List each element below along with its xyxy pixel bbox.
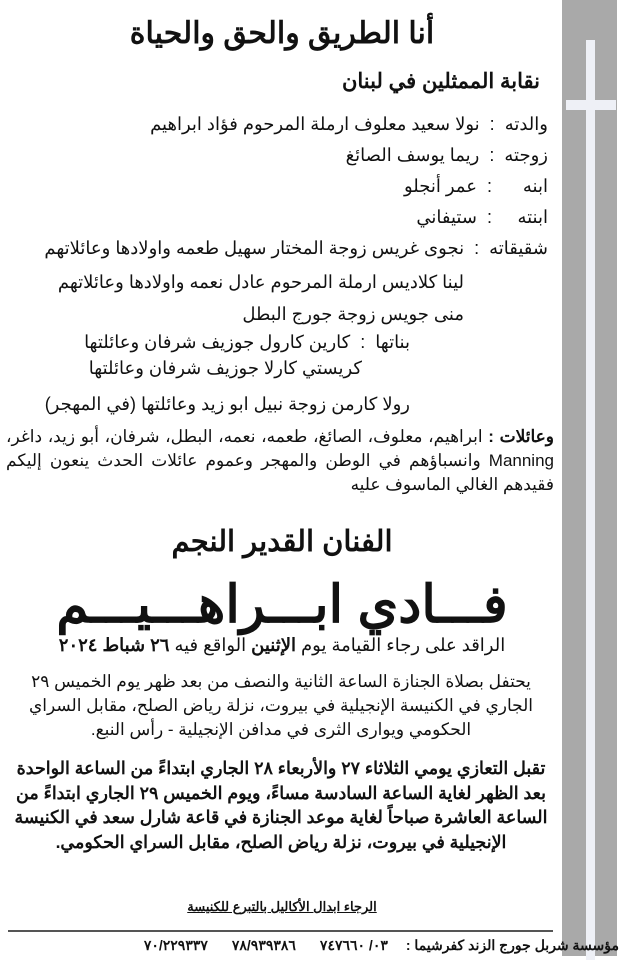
relative-line [150,112,548,136]
phone-number: ٧٠/٢٢٩٣٣٧ [143,937,208,953]
relative-value: لينا كلاديس ارملة المرحوم عادل نعمه واولادها وعائلاتهم [57,272,464,292]
relative-label: زوجته [504,145,548,165]
families-label: وعائلات : [488,427,555,446]
organization-name: نقابة الممثلين في لبنان [341,70,540,93]
relative-value: ستيفاني [416,207,477,227]
relative-line [89,356,362,380]
relative-value: ريما يوسف الصائغ [345,145,480,165]
relative-line [44,236,548,260]
verse-title: أنا الطريق والحق والحياة [129,17,435,50]
funeral-home-name: مؤسسة شربل جورج الزند كفرشيما : [405,937,619,953]
reposed-date: ٢٦ شباط ٢٠٢٤ [58,635,170,655]
phone-number: ٧٨/٩٣٩٣٨٦ [231,937,296,953]
relative-value: عمر أنجلو [403,176,477,196]
separator: : [481,176,497,196]
deceased-name: فـــادي ابـــراهـــيـــم [56,576,508,634]
relative-label: والدته [504,114,548,134]
relative-line [58,270,464,294]
relative-label: ابنته [517,207,548,227]
relative-value: نولا سعيد معلوف ارملة المرحوم فؤاد ابراهيم [150,114,480,134]
cross-icon-arm [566,100,616,110]
relative-value: كارين كارول جوزيف شرفان وعائلتها [84,332,351,352]
separator: : [355,332,371,352]
funeral-details: يحتفل بصلاة الجنازة الساعة الثانية والنصف من بعد ظهر يوم الخميس ٢٩ الجاري في الكنيسة الإنجيلية في بيروت، نزلة رياض الصلح، مقابل السراي الحكومي ويوارى الثرى في مدافن الإنجيلية - رأس النبع. [28,672,534,739]
cross-icon [586,40,595,960]
deceased-epithet: الفنان القدير النجم [171,526,393,558]
relative-label: بناتها [375,332,410,352]
relative-line [404,174,548,198]
reposed-line [6,632,558,658]
relative-line [346,143,548,167]
families-text: ابراهيم، معلوف، الصائغ، طعمه، نعمه، البطل، شرفان، أبو زيد، داغر، Manning وانسباؤهم في الوطن والمهجر وعموم عائلات الحدث ينعون إليكم فقيدهم الغالي الماسوف عليه [6,427,554,494]
reposed-mid: الواقع فيه [174,635,247,655]
relative-value: رولا كارمن زوجة نبيل ابو زيد وعائلتها (في المهجر) [44,394,410,414]
relative-label: ابنه [522,176,548,196]
families-paragraph [6,425,554,497]
relative-value: منى جويس زوجة جورج البطل [242,304,464,324]
footer [71,934,619,956]
separator: : [484,145,500,165]
separator: : [481,207,497,227]
separator: : [469,238,485,258]
relative-value: نجوى غريس زوجة المختار سهيل طعمه واولادها وعائلاتهم [44,238,465,258]
relative-value: كريستي كارلا جوزيف شرفان وعائلتها [88,358,362,378]
condolences-details: تقبل التعازي يومي الثلاثاء ٢٧ والأربعاء ٢٨ الجاري ابتداءً من الساعة الواحدة بعد الظهر لغاية الساعة السادسة مساءً، ويوم الخميس ٢٩ الجاري ابتداءً من الساعة العاشرة صباحاً لغاية موعد الجنازة في قاعة شارل سعد في الكنيسة الإنجيلية في بيروت، نزلة رياض الصلح، مقابل السراي الحكومي. [14,758,548,852]
relative-line [45,392,410,416]
reposed-day: الإثنين [251,635,296,655]
separator: : [484,114,500,134]
footer-divider [8,930,553,932]
relative-line [84,330,410,354]
phone-number: ٠٣/ ٧٤٧٦٦٠ [319,937,388,953]
donation-note: الرجاء ابدال الأكاليل بالتبرع للكنيسة [187,899,377,914]
relative-label: شقيقاته [489,238,548,258]
relative-line [416,205,548,229]
phone-list [144,934,388,956]
relative-line [242,302,464,326]
reposed-prefix: الراقد على رجاء القيامة يوم [301,635,506,655]
